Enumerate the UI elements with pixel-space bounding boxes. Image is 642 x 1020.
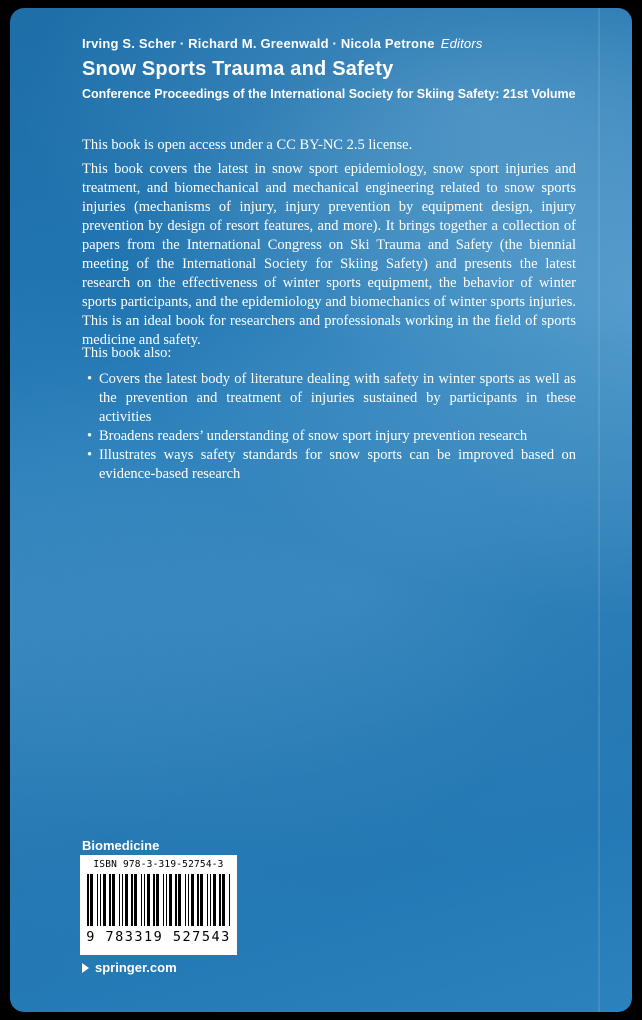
publisher-url: springer.com — [95, 960, 177, 975]
isbn-number-label: ISBN 978-3-319-52754-3 — [93, 859, 224, 870]
highlight-text: Illustrates ways safety standards for snow sports can be improved based on evidence-based research — [99, 447, 576, 482]
back-cover — [10, 8, 632, 1012]
list-item — [82, 427, 576, 446]
authors-names: Irving S. Scher · Richard M. Greenwald · Nicola Petrone — [82, 36, 435, 51]
subject-category-label: Biomedicine — [82, 838, 160, 853]
editors-label: Editors — [440, 36, 483, 51]
book-title: Snow Sports Trauma and Safety — [82, 58, 394, 80]
ean-digits: 9 783319 527543 — [86, 929, 231, 945]
authors-line — [82, 36, 576, 51]
bullet-icon: • — [87, 447, 93, 463]
open-access-notice: This book is open access under a CC BY-NC 2.5 license. — [82, 137, 413, 153]
publisher-row — [82, 960, 177, 975]
bullet-icon: • — [87, 428, 93, 444]
bullet-icon: • — [87, 371, 93, 387]
isbn-barcode — [80, 855, 237, 955]
this-book-also-heading: This book also: — [82, 345, 172, 361]
arrow-right-icon — [82, 963, 89, 973]
highlights-list — [82, 370, 576, 484]
highlight-text: Broadens readers’ understanding of snow sport injury prevention research — [99, 428, 528, 444]
book-subtitle: Conference Proceedings of the International Society for Skiing Safety: 21st Volume — [82, 87, 576, 101]
book-description: This book covers the latest in snow sport epidemiology, snow sport injuries and treatment, and biomechanical and mechanical engineering related to snow sports injuries (mechanisms of injury, injury prevention by equipment design, injury prevention by design of resort features, and more). It brings together a collection of papers from the International Congress on Ski Trauma and Safety (the biennial meeting of the International Society for Skiing Safety) and presents the latest research on the effectiveness of winter sports equipment, the behavior of winter sports participants, and the epidemiology and biomechanics of winter sports injuries. This is an ideal book for researchers and professionals working in the field of sports medicine and safety. — [82, 161, 576, 348]
cover-crease-line — [598, 8, 600, 1012]
barcode-bars — [87, 874, 230, 926]
list-item — [82, 370, 576, 427]
list-item — [82, 446, 576, 484]
highlight-text: Covers the latest body of literature dealing with safety in winter sports as well as the prevention and treatment of injuries sustained by participants in these activities — [99, 371, 576, 425]
